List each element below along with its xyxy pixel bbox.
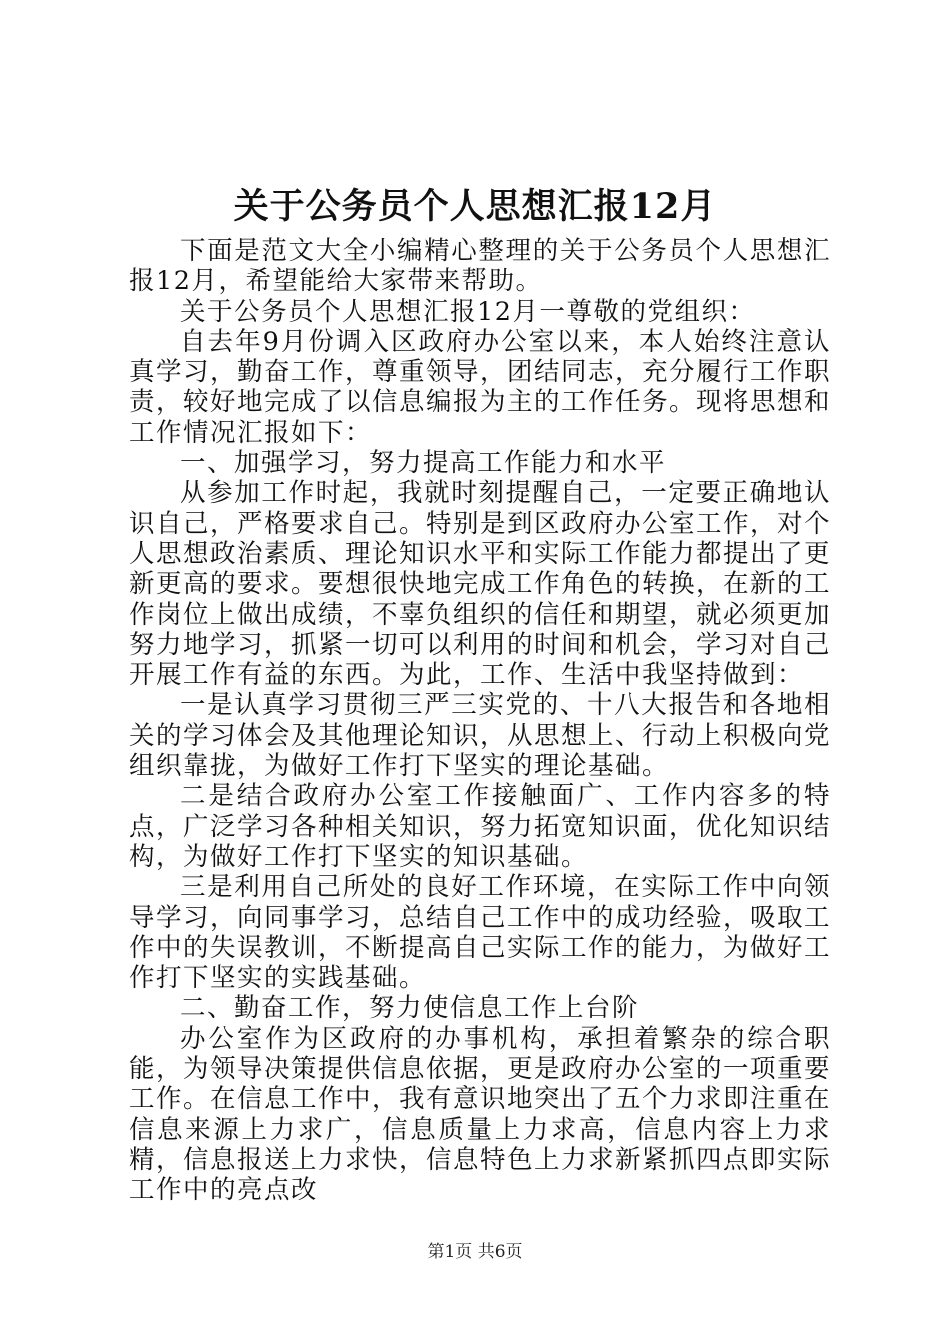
page-number: 第1页 共6页 <box>427 1242 523 1262</box>
paragraph-point-2: 二是结合政府办公室工作接触面广、工作内容多的特点，广泛学习各种相关知识，努力拓宽知识面，优化知识结构，为做好工作打下坚实的知识基础。 <box>129 781 832 872</box>
document-body <box>129 236 831 1206</box>
document-title: 关于公务员个人思想汇报12月 <box>233 186 717 227</box>
paragraph-study: 从参加工作时起，我就时刻提醒自己，一定要正确地认识自己，严格要求自己。特别是到区政府办公室工作，对个人思想政治素质、理论知识水平和实际工作能力都提出了更新更高的要求。要想很快地完成工作角色的转换，在新的工作岗位上做出成绩，不辜负组织的信任和期望，就必须更加努力地学习，抓紧一切可以利用的时间和机会，学习对自己开展工作有益的东西。为此，工作、生活中我坚持做到： <box>129 478 832 691</box>
paragraph-salutation: 关于公务员个人思想汇报12月一尊敬的党组织： <box>180 296 756 327</box>
paragraph-point-1: 一是认真学习贯彻三严三实党的、十八大报告和各地相关的学习体会及其他理论知识，从思想上、行动上积极向党组织靠拢，为做好工作打下坚实的理论基础。 <box>129 690 832 782</box>
paragraph-information-work: 办公室作为区政府的办事机构，承担着繁杂的综合职能，为领导决策提供信息依据，更是政府办公室的一项重要工作。在信息工作中，我有意识地突出了五个力求即注重在信息来源上力求广，信息质量上力求高，信息内容上力求精，信息报送上力求快，信息特色上力求新紧抓四点即实际工作中的亮点改 <box>129 1023 832 1206</box>
paragraph-intro: 下面是范文大全小编精心整理的关于公务员个人思想汇报12月，希望能给大家带来帮助。 <box>129 236 831 297</box>
paragraph-overview: 自去年9月份调入区政府办公室以来，本人始终注意认真学习，勤奋工作，尊重领导，团结同志，充分履行工作职责，较好地完成了以信息编报为主的工作任务。现将思想和工作情况汇报如下： <box>129 326 832 448</box>
section-heading-2: 二、勤奋工作，努力使信息工作上台阶 <box>180 993 640 1024</box>
section-heading-1: 一、加强学习，努力提高工作能力和水平 <box>180 448 667 479</box>
paragraph-point-3: 三是利用自己所处的良好工作环境，在实际工作中向领导学习，向同事学习，总结自己工作中的成功经验，吸取工作中的失误教训，不断提高自己实际工作的能力，为做好工作打下坚实的实践基础。 <box>129 872 832 994</box>
